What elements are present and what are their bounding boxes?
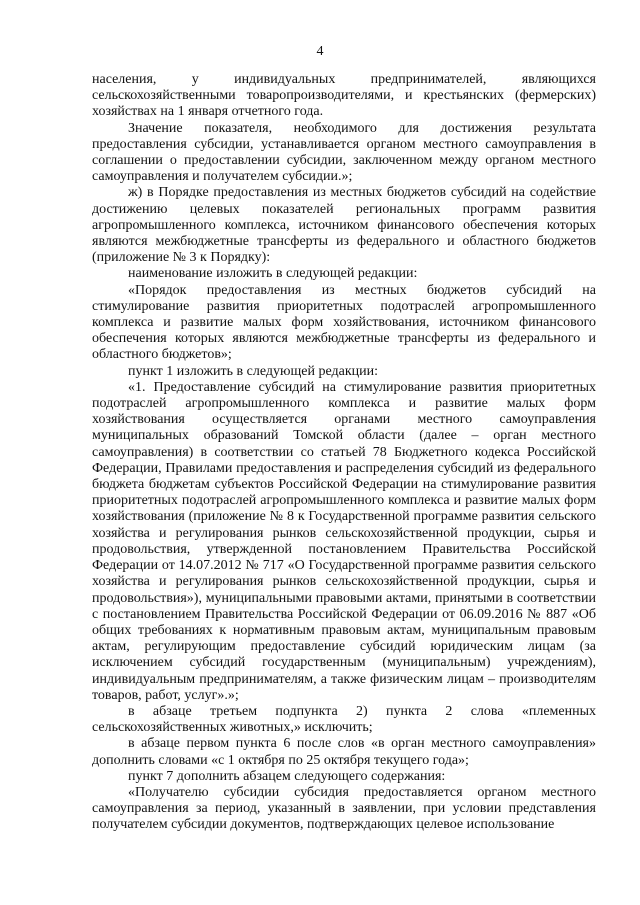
paragraph-6: пункт 1 изложить в следующей редакции: <box>128 363 378 379</box>
page-number: 4 <box>316 44 324 59</box>
paragraph-1: населения, у индивидуальных предпринимателей, являющихся сельскохозяйственными товаропроизводителями, и крестьянских (фермерских) хозяйствах на 1 января отчетного года. <box>92 72 596 120</box>
paragraph-4: наименование изложить в следующей редакции: <box>128 266 418 282</box>
paragraph-8: в абзаце третьем подпункта 2) пункта 2 слова «племенных сельскохозяйственных животных,» исключить; <box>92 703 596 736</box>
document-body <box>92 72 596 834</box>
paragraph-9: в абзаце первом пункта 6 после слов «в орган местного самоуправления» дополнить словами «с 1 октября по 25 октября текущего года»; <box>92 736 596 768</box>
paragraph-7: «1. Предоставление субсидий на стимулирование развития приоритетных подотраслей агропромышленного комплекса и развитие малых форм хозяйствования осуществляется органами местного самоуправления муниципальных образований Томской области (далее – орган местного самоуправления) в соответствии со статьей 78 Бюджетного кодекса Российской Федерации, Правилами предоставления и распределения субсидий из федерального бюджета бюджетам субъектов Российской Федерации на стимулирование развития приоритетных подотраслей агропромышленного комплекса и развитие малых форм хозяйствования (приложение № 8 к Государственной программе развития сельского хозяйства и регулирования рынков сельскохозяйственной продукции, сырья и продовольствия, утвержденной постановлением Правительства Российской Федерации от 14.07.2012 № 717 «О Государственной программе развития сельского хозяйства и регулирования рынков сельскохозяйственной продукции, сырья и продовольствия»), муниципальными правовыми актами, принятыми в соответствии с постановлением Правительства Российской Федерации от 06.09.2016 № 887 «Об общих требованиях к нормативным правовым актам, муниципальным правовым актам, регулирующим предоставление субсидий юридическим лицам (за исключением субсидий государственным (муниципальным) учреждениям), индивидуальным предпринимателям, а также физическим лицам – производителям товаров, работ, услуг».»; <box>92 379 596 703</box>
paragraph-11: «Получателю субсидии субсидия предоставляется органом местного самоуправления за период, указанный в заявлении, при условии представления получателем субсидии документов, подтверждающих целевое использование <box>92 784 596 833</box>
paragraph-5: «Порядок предоставления из местных бюджетов субсидий на стимулирование развития приоритетных подотраслей агропромышленного комплекса и развитие малых форм хозяйствования, источником финансового обеспечения которых являются межбюджетные трансферты из федерального и областного бюджетов»; <box>92 282 596 363</box>
paragraph-2: Значение показателя, необходимого для достижения результата предоставления субсидии, устанавливается органом местного самоуправления в соглашении о предоставлении субсидии, заключенном между органом местного самоуправления и получателем субсидии.»; <box>92 120 596 185</box>
paragraph-10: пункт 7 дополнить абзацем следующего содержания: <box>128 768 446 784</box>
paragraph-3: ж) в Порядке предоставления из местных бюджетов субсидий на содействие достижению целевых показателей региональных программ развития агропромышленного комплекса, источником финансового обеспечения которых являются межбюджетные трансферты из федерального и областного бюджетов (приложение № 3 к Порядку): <box>92 185 596 266</box>
